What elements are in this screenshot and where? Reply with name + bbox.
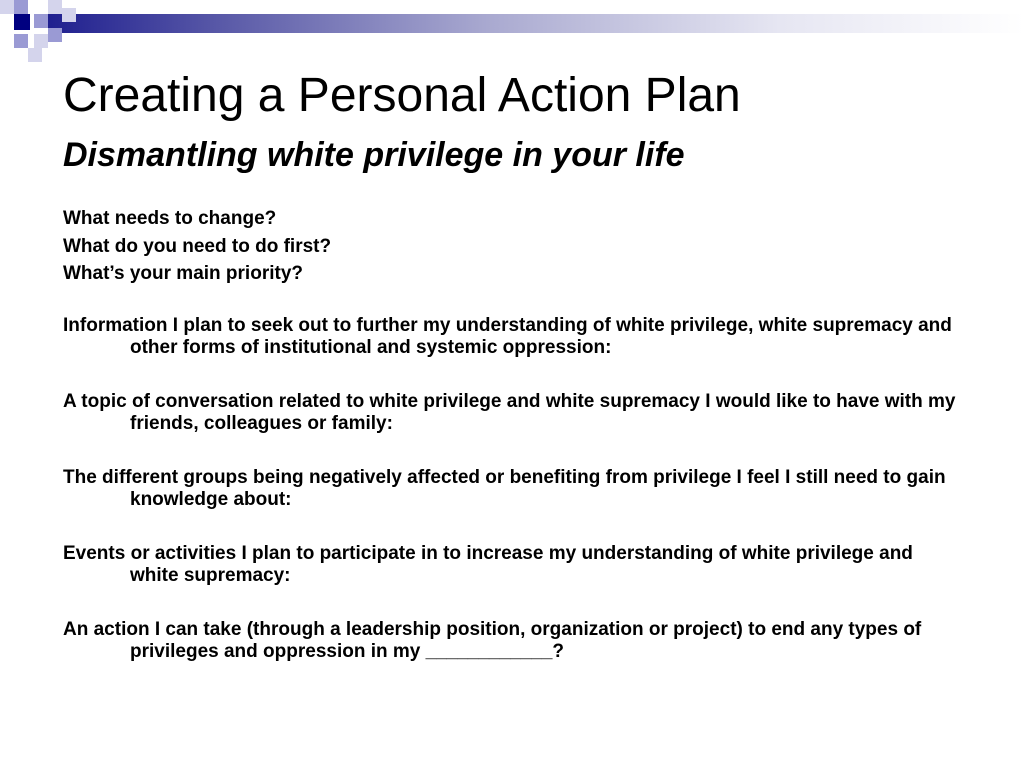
prompt-item: Events or activities I plan to participate in to increase my understanding of white privilege and white supremacy:	[63, 542, 913, 586]
header-gradient-bar	[48, 14, 1024, 33]
decor-square	[14, 0, 28, 14]
slide-subtitle: Dismantling white privilege in your life	[63, 136, 685, 174]
prompt-item: An action I can take (through a leadership position, organization or project) to end any types of privileges and oppression in my ____________?	[63, 618, 922, 662]
decor-square	[62, 8, 76, 22]
decor-square	[48, 0, 62, 14]
question-line: What needs to change?	[63, 208, 277, 229]
decor-square	[48, 28, 62, 42]
slide-body	[63, 205, 963, 664]
decor-square	[34, 34, 48, 48]
decor-square	[0, 0, 14, 14]
prompt-item: Information I plan to seek out to further my understanding of white privilege, white supremacy and other forms of institutional and systemic oppression:	[63, 314, 952, 358]
decor-square	[14, 34, 28, 48]
question-line: What do you need to do first?	[63, 235, 332, 257]
decor-square	[28, 48, 42, 62]
prompt-item: A topic of conversation related to white privilege and white supremacy I would like to have with my friends, colleagues or family:	[63, 390, 956, 434]
prompt-item: The different groups being negatively affected or benefiting from privilege I feel I still need to gain knowledge about:	[63, 466, 946, 510]
decor-square	[34, 14, 48, 28]
decor-square	[14, 14, 30, 30]
slide-title: Creating a Personal Action Plan	[63, 69, 741, 122]
question-line: What’s your main priority?	[63, 263, 303, 284]
